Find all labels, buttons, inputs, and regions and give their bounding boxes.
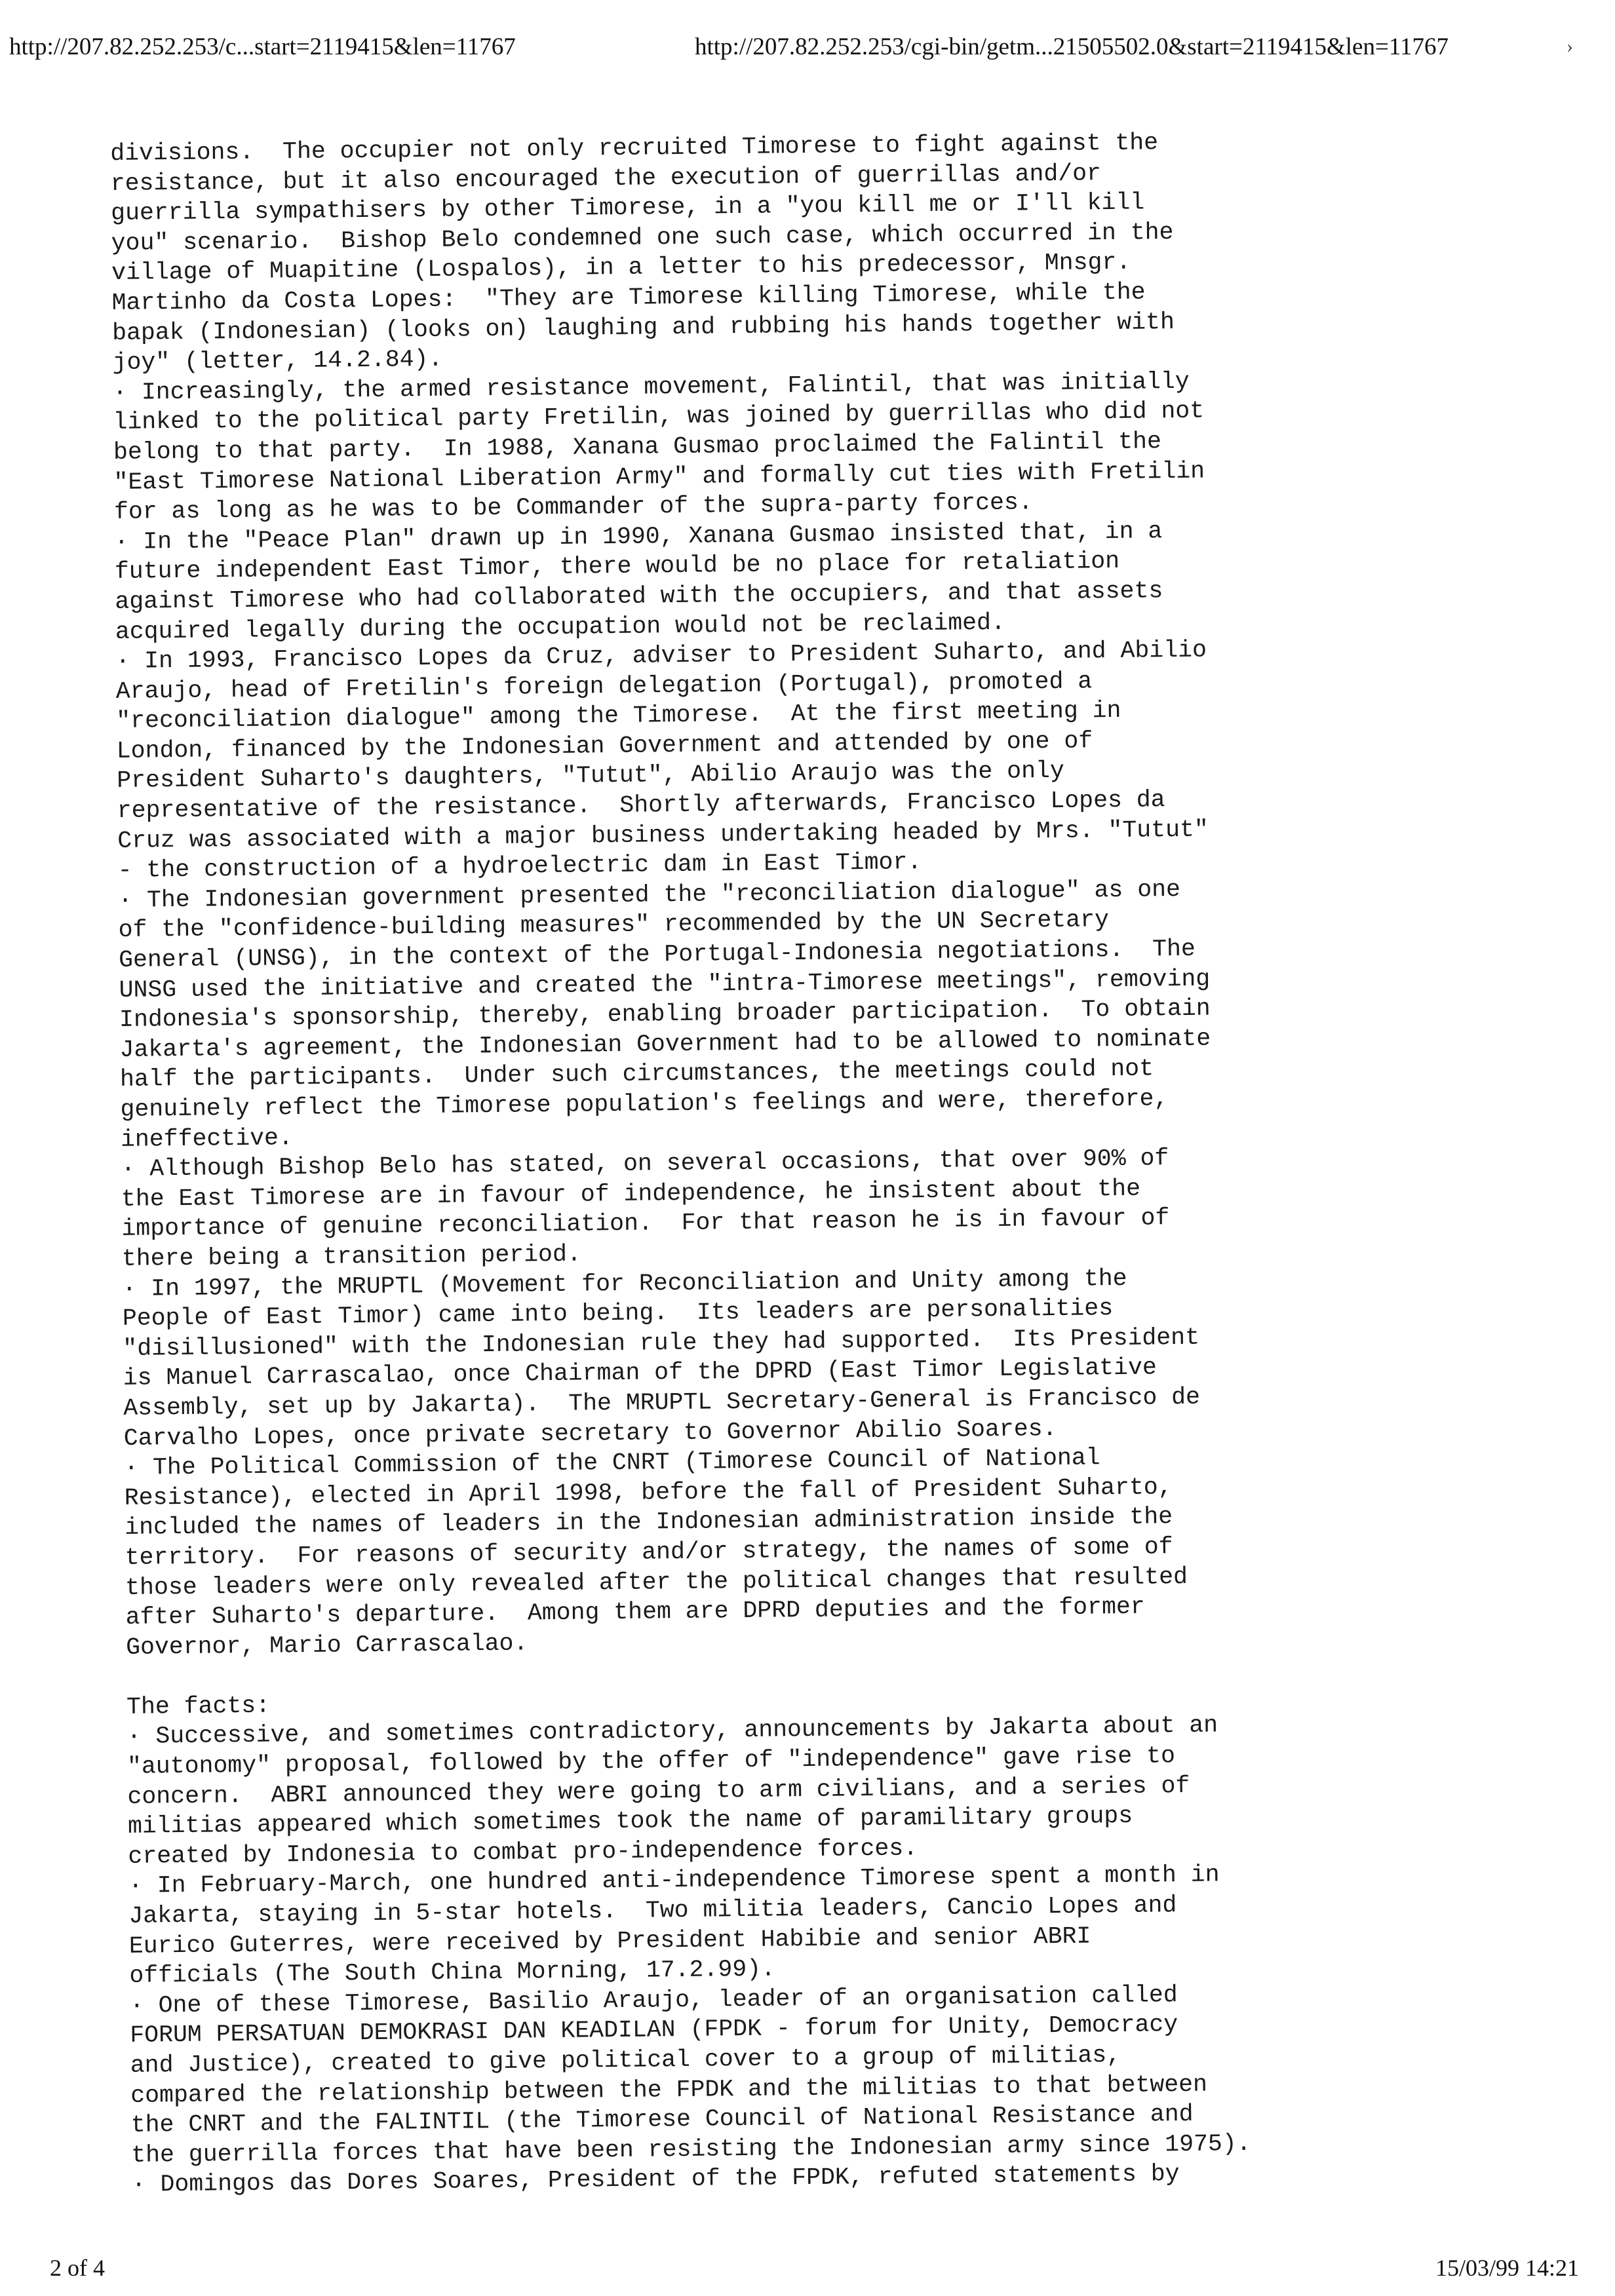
body-line: concern. ABRI announced they were going to arm civilians, and a series of bbox=[127, 1772, 1190, 1810]
body-line: FORUM PERSATUAN DEMOKRASI DAN KEADILAN (FPDK - forum for Unity, Democracy bbox=[130, 2011, 1178, 2050]
body-line: Eurico Guterres, were received by President Habibie and senior ABRI bbox=[128, 1923, 1091, 1960]
body-line: is Manuel Carrascalao, once Chairman of the DPRD (East Timor Legislative bbox=[123, 1354, 1158, 1392]
body-line: Cruz was associated with a major business undertaking headed by Mrs. "Tutut" bbox=[117, 816, 1209, 854]
body-line: The facts: bbox=[126, 1692, 271, 1721]
body-line: "East Timorese National Liberation Army" and formally cut ties with Fretilin bbox=[113, 457, 1205, 496]
body-line: after Suharto's departure. Among them are DPRD deputies and the former bbox=[125, 1593, 1145, 1631]
body-line: Martinho da Costa Lopes: "They are Timorese killing Timorese, while the bbox=[111, 278, 1146, 316]
body-line: future independent East Timor, there would be no place for retaliation bbox=[114, 548, 1120, 586]
body-line: · One of these Timorese, Basilio Araujo, leader of an organisation called bbox=[129, 1981, 1178, 2019]
body-line: London, financed by the Indonesian Government and attended by one of bbox=[116, 727, 1093, 765]
body-line: · Successive, and sometimes contradictory, announcements by Jakarta about an bbox=[126, 1712, 1218, 1751]
body-line: · In 1993, Francisco Lopes da Cruz, adviser to President Suharto, and Abilio bbox=[115, 636, 1207, 676]
body-line: against Timorese who had collaborated with the occupiers, and that assets bbox=[115, 577, 1163, 615]
body-line: compared the relationship between the FPDK and the militias to that between bbox=[130, 2071, 1208, 2109]
body-line: · Increasingly, the armed resistance movement, Falintil, that was initially bbox=[112, 368, 1190, 406]
body-line: created by Indonesia to combat pro-independence forces. bbox=[128, 1835, 918, 1870]
body-line: Araujo, head of Fretilin's foreign delegation (Portugal), promoted a bbox=[115, 668, 1093, 705]
document-body bbox=[110, 124, 1587, 2200]
body-line: of the "confidence-building measures" recommended by the UN Secretary bbox=[118, 906, 1110, 944]
print-datetime: 15/03/99 14:21 bbox=[1435, 2255, 1580, 2281]
body-line: General (UNSG), in the context of the Portugal-Indonesia negotiations. The bbox=[118, 935, 1196, 974]
body-line: · The Indonesian government presented the "reconciliation dialogue" as one bbox=[117, 875, 1181, 914]
body-line: ineffective. bbox=[120, 1124, 294, 1153]
body-line: the East Timorese are in favour of independence, he insistent about the bbox=[121, 1175, 1141, 1213]
body-line: · In the "Peace Plan" drawn up in 1990, Xanana Gusmao insisted that, in a bbox=[114, 517, 1163, 556]
body-line: acquired legally during the occupation would not be reclaimed. bbox=[115, 609, 1006, 645]
body-line: guerrilla sympathisers by other Timorese, in a "you kill me or I'll kill bbox=[110, 189, 1145, 227]
body-line: Carvalho Lopes, once private secretary to Governor Abilio Soares. bbox=[123, 1415, 1057, 1452]
body-line: Governor, Mario Carrascalao. bbox=[125, 1630, 528, 1661]
body-line: Jakarta, staying in 5-star hotels. Two militia leaders, Cancio Lopes and bbox=[128, 1892, 1177, 1930]
body-line: the guerrilla forces that have been resisting the Indonesian army since 1975). bbox=[131, 2130, 1251, 2169]
body-line: Resistance), elected in April 1998, before the fall of President Suharto, bbox=[124, 1473, 1173, 1512]
body-line: - the construction of a hydroelectric dam in East Timor. bbox=[117, 849, 922, 885]
body-line: resistance, but it also encouraged the execution of guerrillas and/or bbox=[110, 159, 1102, 197]
body-line: Assembly, set up by Jakarta). The MRUPTL Secretary-General is Francisco de bbox=[123, 1383, 1201, 1422]
body-line: you" scenario. Bishop Belo condemned one such case, which occurred in the bbox=[111, 218, 1174, 257]
body-line: belong to that party. In 1988, Xanana Gusmao proclaimed the Falintil the bbox=[113, 428, 1162, 466]
body-line: Indonesia's sponsorship, thereby, enabling broader participation. To obtain bbox=[119, 995, 1211, 1034]
body-line: · Domingos das Dores Soares, President of the FPDK, refuted statements by bbox=[131, 2160, 1180, 2199]
body-line: · In 1997, the MRUPTL (Movement for Reconciliation and Unity among the bbox=[122, 1265, 1127, 1303]
body-line: included the names of leaders in the Indonesian administration inside the bbox=[124, 1503, 1173, 1542]
body-line: militias appeared which sometimes took the name of paramilitary groups bbox=[127, 1803, 1133, 1841]
body-line: for as long as he was to be Commander of the supra-party forces. bbox=[113, 489, 1033, 526]
body-line: "autonomy" proposal, followed by the offer of "independence" gave rise to bbox=[126, 1742, 1176, 1780]
body-line: People of East Timor) came into being. Its leaders are personalities bbox=[122, 1295, 1114, 1333]
body-line: and Justice), created to give political cover to a group of militias, bbox=[130, 2042, 1121, 2079]
body-line: those leaders were only revealed after the political changes that resulted bbox=[125, 1563, 1188, 1601]
body-line: the CNRT and the FALINTIL (the Timorese Council of National Resistance and bbox=[130, 2101, 1194, 2139]
header-url-right: http://207.82.252.253/cgi-bin/getm...21505502.0&start=2119415&len=11767 bbox=[695, 33, 1449, 60]
body-line: importance of genuine reconciliation. For that reason he is in favour of bbox=[121, 1204, 1170, 1243]
body-line: · In February-March, one hundred anti-independence Timorese spent a month in bbox=[128, 1861, 1220, 1900]
body-line: President Suharto's daughters, "Tutut", Abilio Araujo was the only bbox=[117, 757, 1065, 795]
body-line: village of Muapitine (Lospalos), in a letter to his predecessor, Mnsgr. bbox=[111, 249, 1131, 287]
body-line: Jakarta's agreement, the Indonesian Government had to be allowed to nominate bbox=[119, 1025, 1211, 1063]
body-line: "disillusioned" with the Indonesian rule they had supported. Its President bbox=[123, 1324, 1200, 1362]
body-line: linked to the political party Fretilin, was joined by guerrillas who did not bbox=[113, 397, 1205, 436]
body-line: UNSG used the initiative and created the "intra-Timorese meetings", removing bbox=[119, 965, 1211, 1004]
body-line: "reconciliation dialogue" among the Timorese. At the first meeting in bbox=[116, 697, 1121, 735]
body-line: genuinely reflect the Timorese population's feelings and were, therefore, bbox=[120, 1085, 1169, 1123]
page-number: 2 of 4 bbox=[50, 2255, 105, 2281]
body-line: territory. For reasons of security and/or strategy, the names of some of bbox=[125, 1533, 1173, 1571]
body-line: · The Political Commission of the CNRT (Timorese Council of National bbox=[124, 1444, 1100, 1482]
header-continuation-mark: › bbox=[1566, 35, 1573, 57]
body-line: there being a transition period. bbox=[121, 1240, 581, 1272]
body-line: half the participants. Under such circumstances, the meetings could not bbox=[119, 1055, 1154, 1094]
body-line: · Although Bishop Belo has stated, on several occasions, that over 90% of bbox=[121, 1145, 1169, 1183]
body-line: representative of the resistance. Shortly afterwards, Francisco Lopes da bbox=[117, 786, 1165, 825]
body-line: joy" (letter, 14.2.84). bbox=[112, 345, 443, 377]
body-line: bapak (Indonesian) (looks on) laughing and rubbing his hands together with bbox=[111, 308, 1175, 347]
header-url-left: http://207.82.252.253/c...start=2119415&len=11767 bbox=[9, 33, 516, 60]
body-line: divisions. The occupier not only recruited Timorese to fight against the bbox=[110, 129, 1159, 167]
body-line: officials (The South China Morning, 17.2.99). bbox=[129, 1955, 776, 1990]
